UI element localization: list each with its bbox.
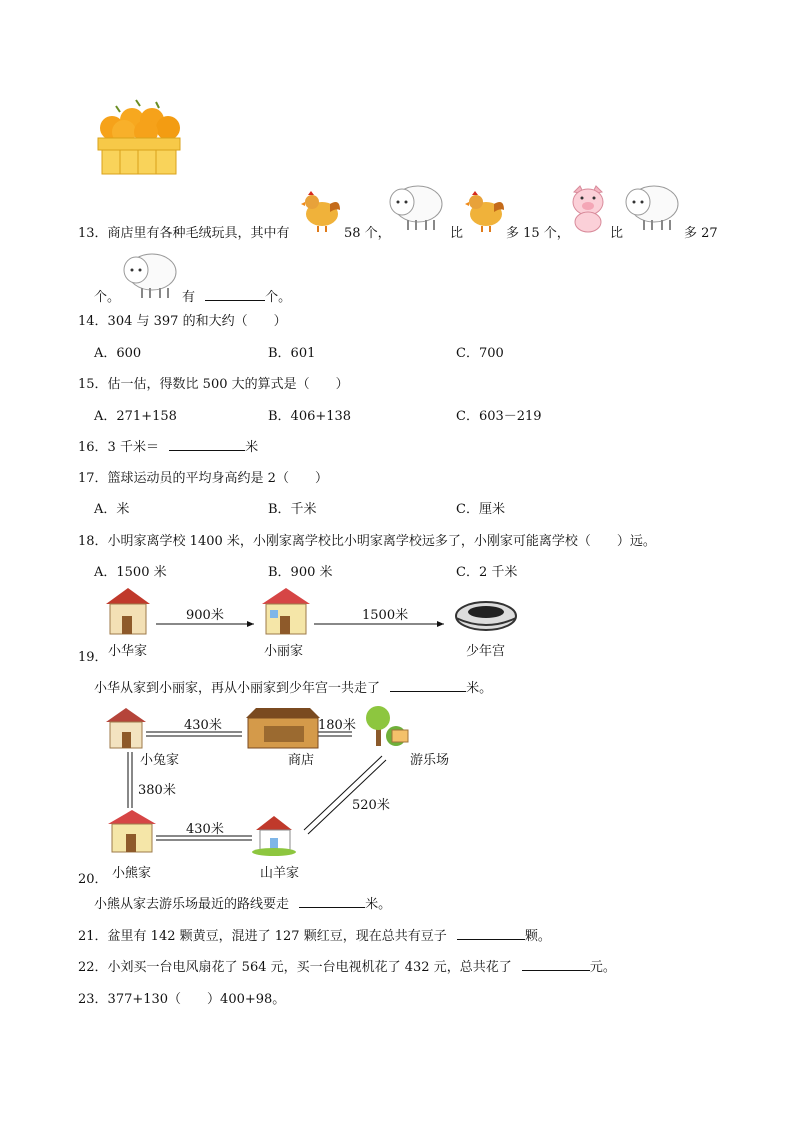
house-icon [108,810,156,852]
q15-option-c[interactable]: C．603－219 [456,409,542,424]
q19-label-dest: 少年宫 [466,644,506,659]
q13-text-b: 58 个， [344,226,391,241]
chicken-icon [300,190,342,234]
q20-label-shop: 商店 [288,753,315,768]
q13-text-e: 比 [610,226,624,241]
q17-stem: 17．篮球运动员的平均身高约是 2（ ） [78,471,328,486]
q18-option-b[interactable]: B．900 米 [268,565,333,580]
sheep-icon [622,178,682,232]
q15-stem: 15．估一估，得数比 500 大的算式是（ ） [78,377,349,392]
q21-stem-b: 颗。 [524,929,551,944]
q17-option-c[interactable]: C．厘米 [456,502,505,517]
house-icon [106,588,150,634]
q19-distance-1: 900米 [186,608,224,623]
orange-basket-image [96,98,186,178]
q20-label-goat: 山羊家 [260,866,300,881]
q20-distance-goat-park: 520米 [352,798,390,813]
q13-line2-b: 有 [182,290,196,305]
chicken-icon [464,190,506,234]
q16-stem-b: 米 [245,440,259,455]
q19-question-b: 米。 [466,681,493,696]
q22-answer-blank[interactable] [522,958,590,971]
q20-question-b: 米。 [365,897,392,912]
q20-distance-shop-park: 180米 [318,718,356,733]
q19-label-mid: 小丽家 [264,644,304,659]
stadium-icon [456,602,516,630]
q19-answer-blank[interactable] [390,679,466,692]
tree-icon [366,706,408,746]
sheep-icon [386,178,446,232]
q16-stem-a: 16．3 千米＝ [78,440,159,455]
q20-distance-bear-goat: 430米 [186,822,224,837]
q20-distance-rabbit-bear: 380米 [138,783,176,798]
q22-stem-a: 22．小刘买一台电风扇花了 564 元，买一台电视机花了 432 元，总共花了 [78,960,512,975]
q13-number: 13． [78,226,108,241]
q14-stem: 14．304 与 397 的和大约（ ） [78,314,287,329]
q13-line2-a: 个。 [94,290,121,305]
q17-option-a[interactable]: A．米 [94,502,130,517]
q23-stem: 23．377+130（ ）400+98。 [78,992,286,1007]
q15-option-a[interactable]: A．271+158 [94,409,177,424]
q21-answer-blank[interactable] [457,927,525,940]
q19-question-a: 小华从家到小丽家，再从小丽家到少年宫一共走了 [94,681,381,696]
q14-option-c[interactable]: C．700 [456,346,504,361]
q14-option-a[interactable]: A．600 [94,346,142,361]
q20-label-park: 游乐场 [410,753,450,768]
q13-text-a: 商店里有各种毛绒玩具，其中有 [107,226,290,241]
q19-number: 19． [78,650,108,665]
q21-stem-a: 21．盆里有 142 颗黄豆，混进了 127 颗红豆，现在总共有豆子 [78,929,447,944]
q13-line2-c: 个。 [265,290,292,305]
q20-distance-rabbit-shop: 430米 [184,718,222,733]
q13-text-f: 多 27 [684,226,718,241]
q20-question-a: 小熊从家去游乐场最近的路线要走 [94,897,290,912]
q18-option-c[interactable]: C．2 千米 [456,565,518,580]
q13-text-d: 多 15 个， [506,226,570,241]
q13-answer-blank[interactable] [205,288,265,301]
q14-option-b[interactable]: B．601 [268,346,316,361]
q20-label-bear: 小熊家 [112,866,152,881]
pig-icon [568,184,608,234]
shop-icon [246,708,320,748]
q16-answer-blank[interactable] [169,438,245,451]
q20-label-rabbit: 小兔家 [140,753,180,768]
house-icon [252,816,296,856]
q20-number: 20． [78,872,108,887]
house-icon [106,708,146,748]
sheep-icon [120,246,180,300]
q17-option-b[interactable]: B．千米 [268,502,317,517]
q19-distance-2: 1500米 [362,608,409,623]
house-icon [262,588,310,634]
q20-answer-blank[interactable] [299,895,365,908]
q13-text-c: 比 [450,226,464,241]
q19-label-home: 小华家 [108,644,148,659]
q15-option-b[interactable]: B．406+138 [268,409,352,424]
q22-stem-b: 元。 [589,960,616,975]
q18-stem: 18．小明家离学校 1400 米，小刚家离学校比小明家离学校远多了，小刚家可能离学校（ ）远。 [78,534,656,549]
q18-option-a[interactable]: A．1500 米 [94,565,167,580]
